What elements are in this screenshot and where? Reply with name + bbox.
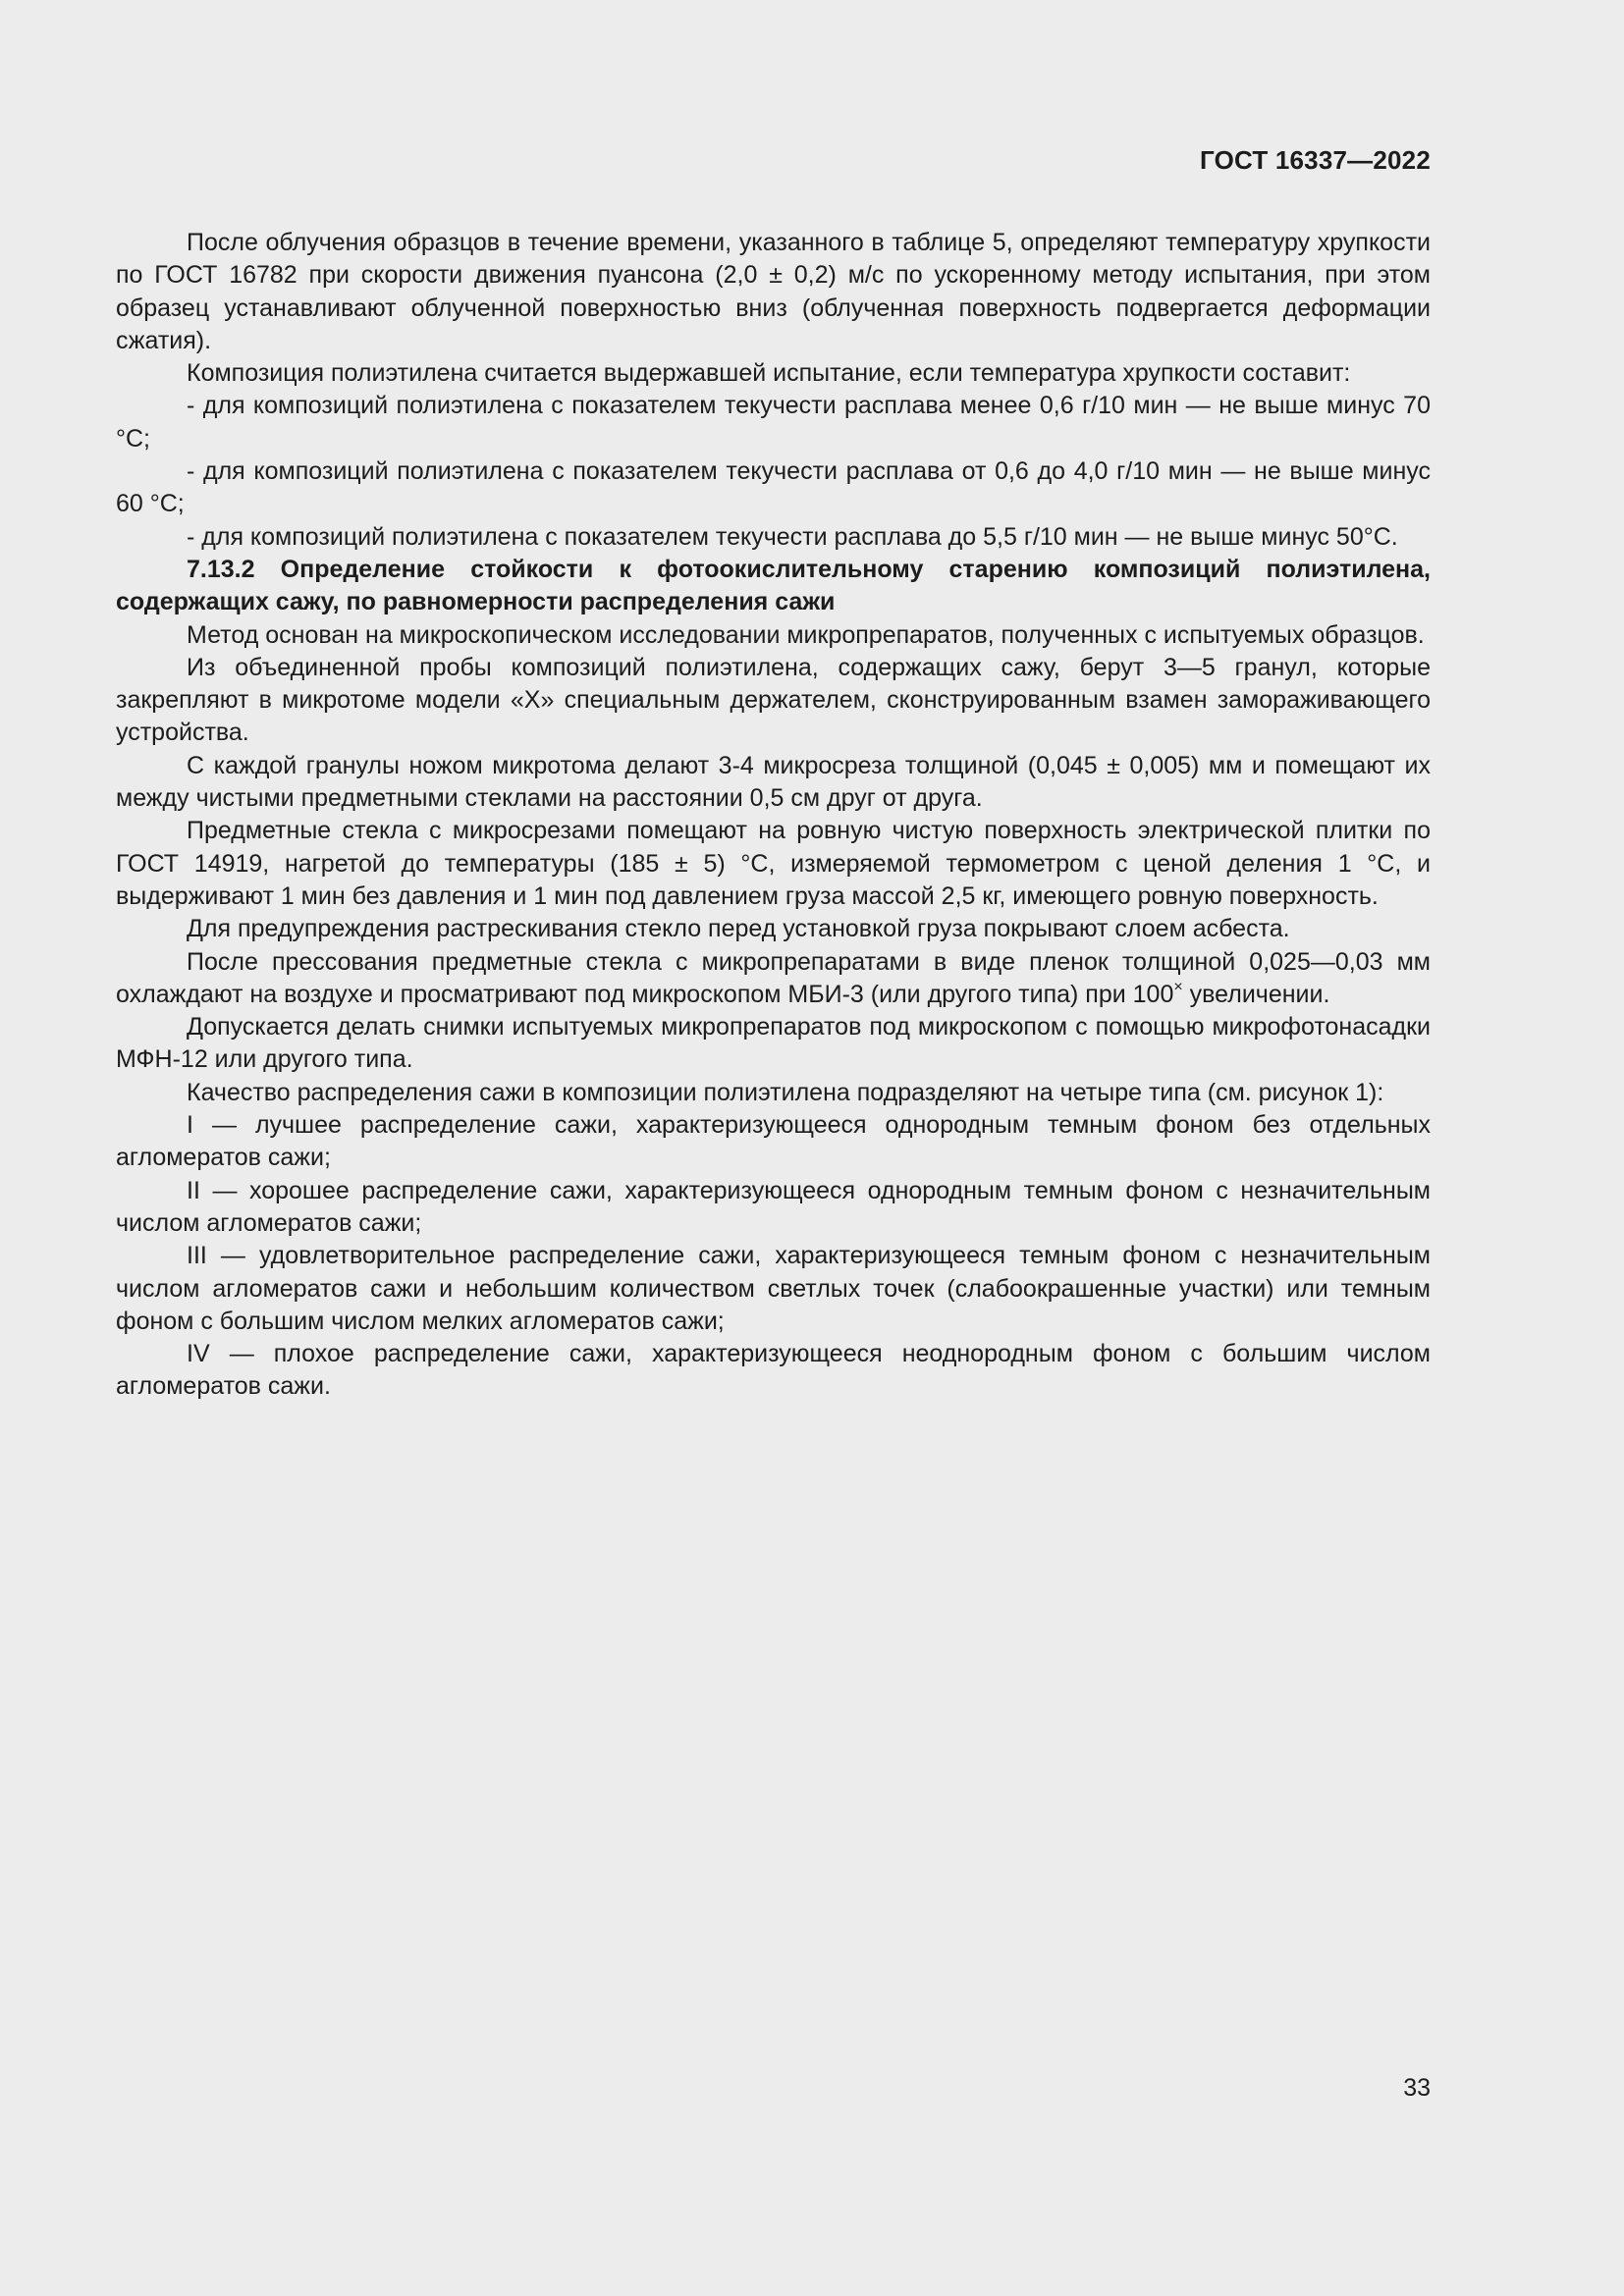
paragraph-text: После прессования предметные стекла с микропрепаратами в виде пленок толщиной 0,025—0,03 мм охлаждают на воздухе и просматривают под микроскопом МБИ-3 (или другого типа) при 100 [116, 947, 1431, 1008]
paragraph: Метод основан на микроскопическом исследовании микропрепаратов, полученных с испытуемых образцов. [187, 620, 1425, 649]
paragraph: После облучения образцов в течение времени, указанного в таблице 5, определяют температуру хрупкости по ГОСТ 16782 при скорости движения пуансона (2,0 ± 0,2) м/с по ускоренному методу испытания, при этом образец устанавливают облученной поверхностью вниз (облученная поверхность подвергается деформации сжатия). [116, 229, 1431, 354]
page-number: 33 [1403, 2074, 1431, 2102]
list-item: - для композиций полиэтилена с показателем текучести расплава до 5,5 г/10 мин — не выше минус 50°C. [187, 522, 1398, 551]
paragraph-text-tail: увеличении. [1182, 980, 1330, 1008]
paragraph: Качество распределения сажи в композиции полиэтилена подразделяют на четыре типа (см. рисунок 1): [187, 1078, 1384, 1106]
paragraph [116, 946, 1431, 1012]
list-item: IV — плохое распределение сажи, характеризующееся неоднородным фоном с большим числом агломератов сажи. [116, 1340, 1431, 1401]
paragraph: Композиция полиэтилена считается выдержавшей испытание, если температура хрупкости составит: [187, 359, 1351, 388]
section-heading: 7.13.2 Определение стойкости к фотоокислительному старению композиций полиэтилена, содержащих сажу, по равномерности распределения сажи [116, 555, 1431, 616]
document-standard-id: ГОСТ 16337—2022 [1200, 145, 1431, 175]
magnification-superscript: × [1173, 978, 1183, 995]
list-item: II — хорошее распределение сажи, характеризующееся однородным темным фоном с незначительным числом агломератов сажи; [116, 1176, 1431, 1237]
list-item: - для композиций полиэтилена с показателем текучести расплава менее 0,6 г/10 мин — не выше минус 70 °C; [116, 392, 1431, 453]
paragraph: С каждой гранулы ножом микротома делают 3-4 микросреза толщиной (0,045 ± 0,005) мм и помещают их между чистыми предметными стеклами на расстоянии 0,5 см друг от друга. [116, 751, 1431, 813]
paragraph: Для предупреждения растрескивания стекло перед установкой груза покрывают слоем асбеста. [187, 915, 1290, 943]
paragraph: Допускается делать снимки испытуемых микропрепаратов под микроскопом с помощью микрофотонасадки МФН-12 или другого типа. [116, 1013, 1431, 1074]
list-item: - для композиций полиэтилена с показателем текучести расплава от 0,6 до 4,0 г/10 мин — не выше минус 60 °C; [116, 457, 1431, 518]
paragraph: Предметные стекла с микросрезами помещают на ровную чистую поверхность электрической плитки по ГОСТ 14919, нагретой до температуры (185 ± 5) °C, измеряемой термометром с ценой деления 1 °C, и выдерживают 1 мин без давления и 1 мин под давлением груза массой 2,5 кг, имеющего ровную поверхность. [116, 817, 1431, 910]
paragraph: Из объединенной пробы композиций полиэтилена, содержащих сажу, берут 3—5 гранул, которые закрепляют в микротоме модели «Х» специальным держателем, сконструированным взамен замораживающего устройства. [116, 653, 1431, 747]
list-item: III — удовлетворительное распределение сажи, характеризующееся темным фоном с незначительным числом агломератов сажи и небольшим количеством светлых точек (слабоокрашенные участки) или темным фоном с большим числом мелких агломератов сажи; [116, 1242, 1431, 1335]
list-item: I — лучшее распределение сажи, характеризующееся однородным темным фоном без отдельных агломератов сажи; [116, 1111, 1431, 1172]
document-body [116, 227, 1431, 1404]
